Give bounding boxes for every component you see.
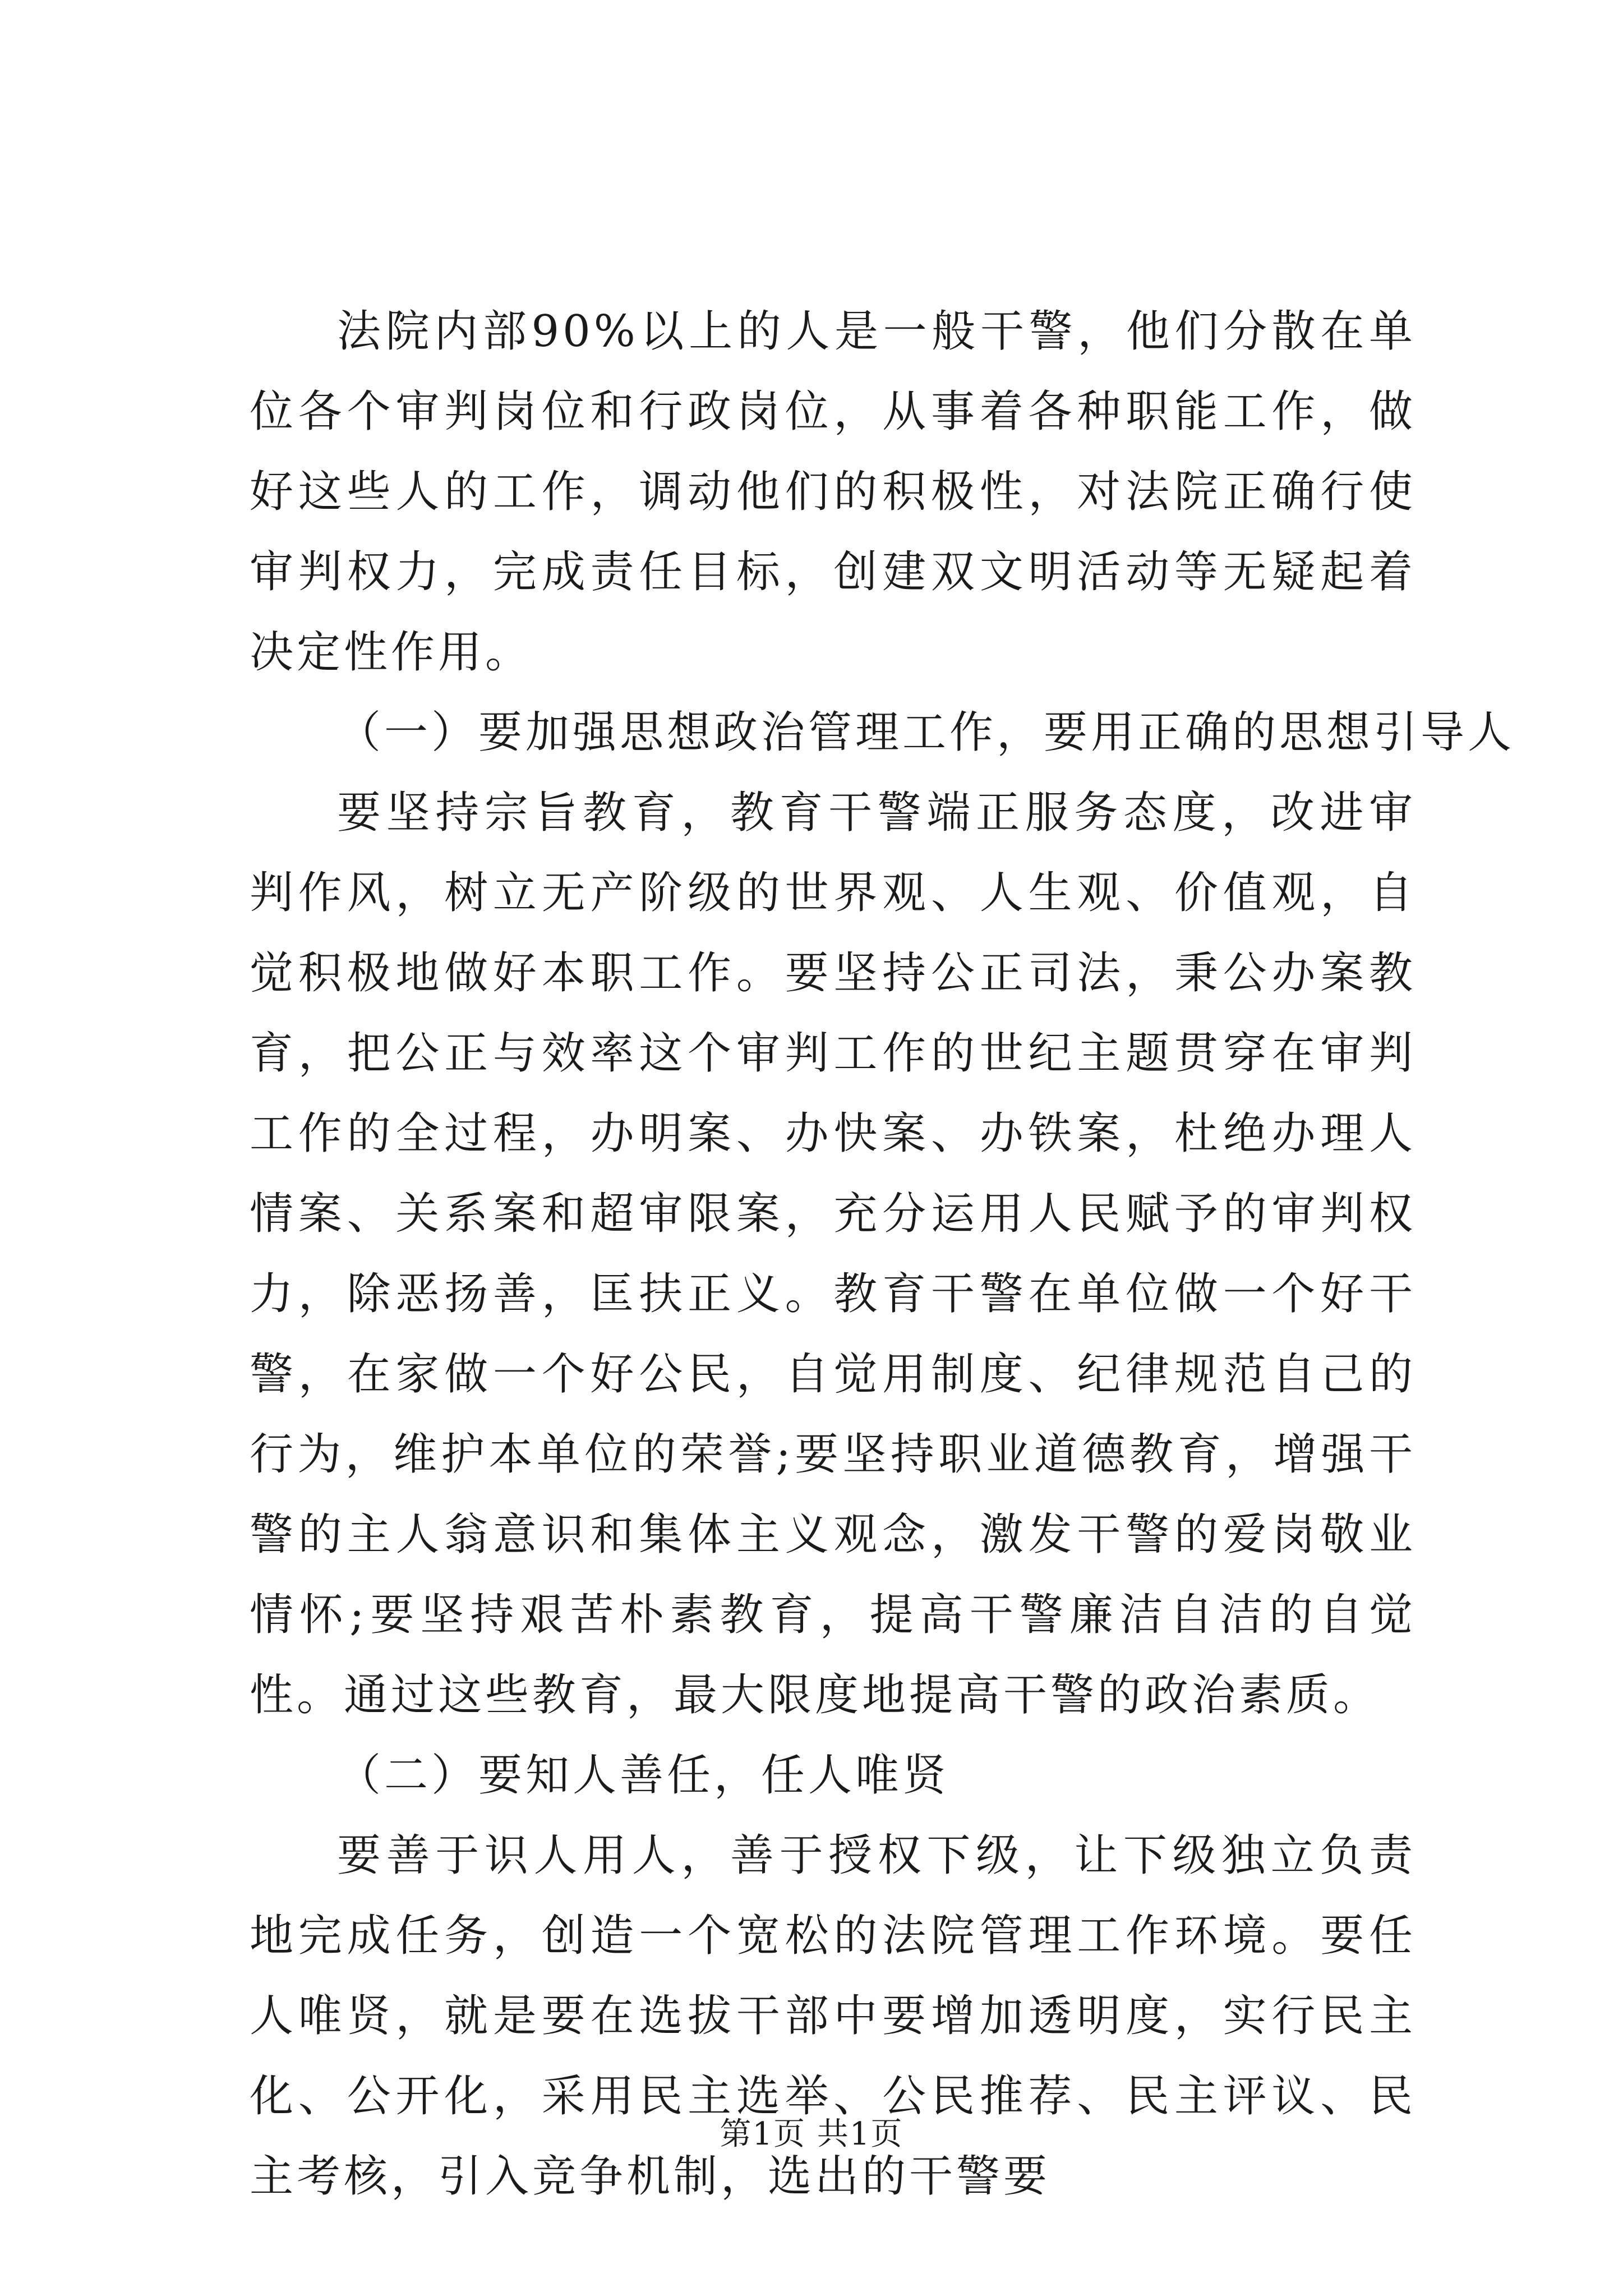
page-number-footer: 第1页 共1页: [720, 2116, 903, 2152]
paragraph-section-2: 要善于识人用人，善于授权下级，让下级独立负责地完成任务，创造一个宽松的法院管理工作环境。要任人唯贤，就是要在选拔干部中要增加透明度，实行民主化、公开化，采用民主选举、公民推荐、民主评议、民主考核，引入竞争机制，选出的干警要: [250, 1830, 1416, 2202]
document-body: [250, 292, 1515, 2217]
section-heading-1: （一）要加强思想政治管理工作，要用正确的思想引导人: [337, 707, 1515, 758]
paragraph-section-1: 要坚持宗旨教育，教育干警端正服务态度，改进审判作风，树立无产阶级的世界观、人生观、价值观，自觉积极地做好本职工作。要坚持公正司法，秉公办案教育，把公正与效率这个审判工作的世纪主题贯穿在审判工作的全过程，办明案、办快案、办铁案，杜绝办理人情案、关系案和超审限案，充分运用人民赋予的审判权力，除恶扬善，匡扶正义。教育干警在单位做一个好干警，在家做一个好公民，自觉用制度、纪律规范自己的行为，维护本单位的荣誉;要坚持职业道德教育，增强干警的主人翁意识和集体主义观念，激发干警的爱岗敬业情怀;要坚持艰苦朴素教育，提高干警廉洁自洁的自觉性。通过这些教育，最大限度地提高干警的政治素质。: [250, 788, 1416, 1720]
section-heading-2: （二）要知人善任，任人唯贤: [337, 1750, 950, 1801]
paragraph-intro: 法院内部90%以上的人是一般干警，他们分散在单位各个审判岗位和行政岗位，从事着各种职能工作，做好这些人的工作，调动他们的积极性，对法院正确行使审判权力，完成责任目标，创建双文明活动等无疑起着决定性作用。: [250, 306, 1416, 678]
